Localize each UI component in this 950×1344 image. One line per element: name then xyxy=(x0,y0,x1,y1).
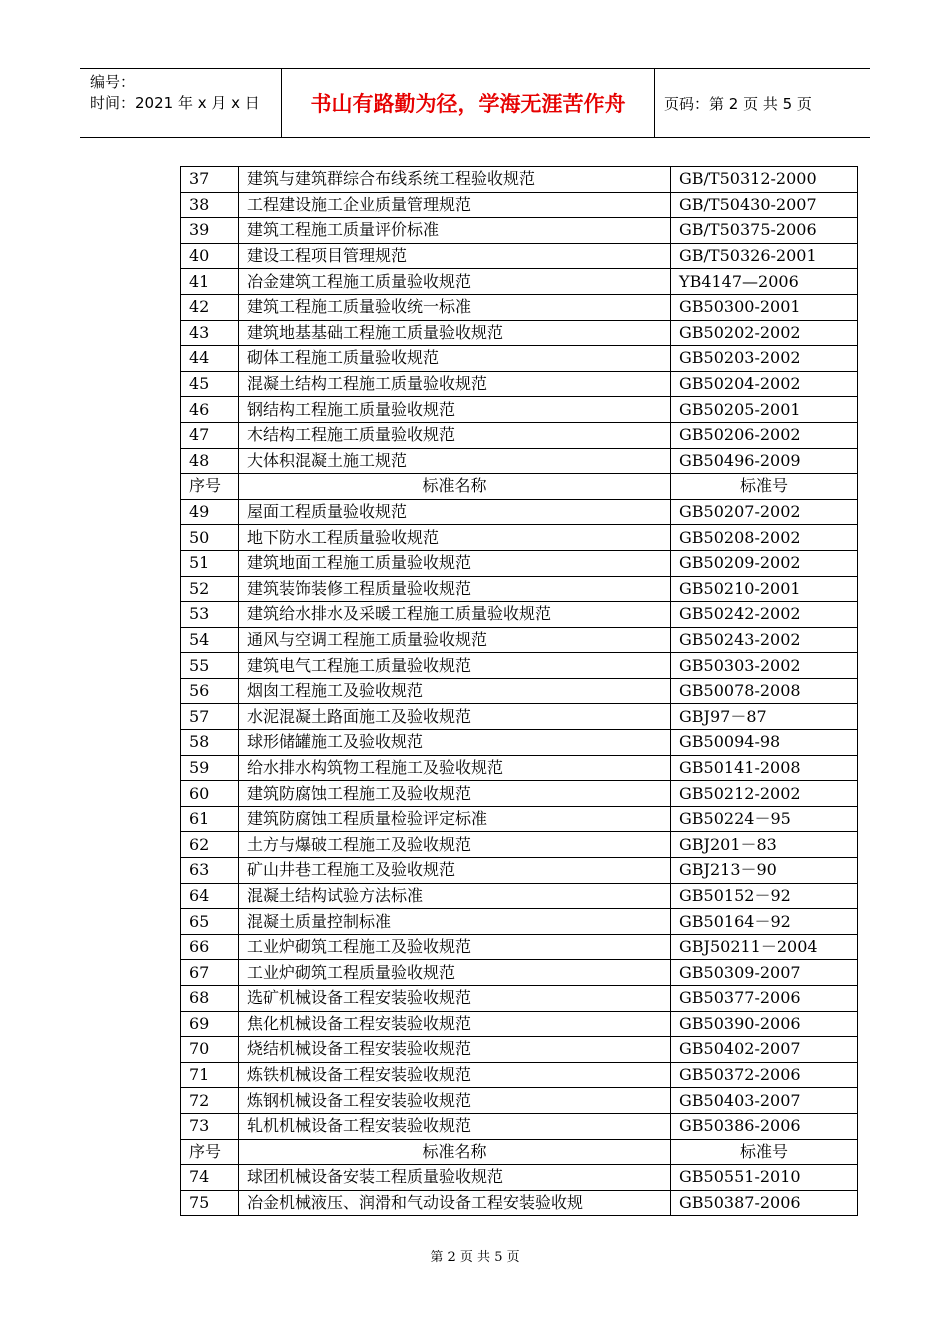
cell-no: 54 xyxy=(181,627,239,653)
cell-no: 74 xyxy=(181,1165,239,1191)
table-row xyxy=(181,1011,858,1037)
header-cell-name: 标准名称 xyxy=(239,474,671,500)
cell-code: GB50205-2001 xyxy=(671,397,858,423)
cell-no: 43 xyxy=(181,320,239,346)
cell-code: GB50141-2008 xyxy=(671,755,858,781)
cell-code: GB50094-98 xyxy=(671,730,858,756)
header-cell-no: 序号 xyxy=(181,1139,239,1165)
cell-name: 矿山井巷工程施工及验收规范 xyxy=(239,858,671,884)
cell-name: 混凝土质量控制标准 xyxy=(239,909,671,935)
cell-code: GBJ201－83 xyxy=(671,832,858,858)
table-row xyxy=(181,192,858,218)
cell-no: 62 xyxy=(181,832,239,858)
table-row xyxy=(181,1190,858,1216)
cell-no: 69 xyxy=(181,1011,239,1037)
cell-code: GB50203-2002 xyxy=(671,346,858,372)
cell-name: 轧机机械设备工程安装验收规范 xyxy=(239,1113,671,1139)
table-row xyxy=(181,704,858,730)
number-label: 编号： xyxy=(90,73,136,91)
cell-code: GB50300-2001 xyxy=(671,294,858,320)
table-row xyxy=(181,499,858,525)
table-row xyxy=(181,397,858,423)
cell-name: 建筑给水排水及采暖工程施工质量验收规范 xyxy=(239,602,671,628)
table-header-row xyxy=(181,474,858,500)
cell-no: 40 xyxy=(181,243,239,269)
cell-no: 60 xyxy=(181,781,239,807)
cell-name: 建筑地基基础工程施工质量验收规范 xyxy=(239,320,671,346)
cell-name: 炼钢机械设备工程安装验收规范 xyxy=(239,1088,671,1114)
cell-code: GB50206-2002 xyxy=(671,422,858,448)
table-row xyxy=(181,448,858,474)
cell-no: 68 xyxy=(181,986,239,1012)
table-row xyxy=(181,218,858,244)
cell-code: GB50402-2007 xyxy=(671,1037,858,1063)
cell-name: 球形储罐施工及验收规范 xyxy=(239,730,671,756)
header-cell-no: 序号 xyxy=(181,474,239,500)
cell-name: 建筑与建筑群综合布线系统工程验收规范 xyxy=(239,167,671,193)
cell-no: 58 xyxy=(181,730,239,756)
header-slogan: 书山有路勤为径，学海无涯苦作舟 xyxy=(282,69,655,137)
cell-code: GB/T50326-2001 xyxy=(671,243,858,269)
table-header-row xyxy=(181,1139,858,1165)
cell-no: 41 xyxy=(181,269,239,295)
cell-name: 冶金机械液压、润滑和气动设备工程安装验收规 xyxy=(239,1190,671,1216)
cell-code: GB50243-2002 xyxy=(671,627,858,653)
table-row xyxy=(181,883,858,909)
table-row xyxy=(181,269,858,295)
cell-code: GB50204-2002 xyxy=(671,371,858,397)
cell-name: 烟囱工程施工及验收规范 xyxy=(239,678,671,704)
cell-code: GB50403-2007 xyxy=(671,1088,858,1114)
table-row xyxy=(181,909,858,935)
table-row xyxy=(181,934,858,960)
cell-name: 地下防水工程质量验收规范 xyxy=(239,525,671,551)
cell-no: 70 xyxy=(181,1037,239,1063)
cell-code: GB/T50430-2007 xyxy=(671,192,858,218)
cell-name: 建筑地面工程施工质量验收规范 xyxy=(239,550,671,576)
cell-code: GB50386-2006 xyxy=(671,1113,858,1139)
cell-code: GB50209-2002 xyxy=(671,550,858,576)
cell-code: GB50390-2006 xyxy=(671,1011,858,1037)
cell-name: 砌体工程施工质量验收规范 xyxy=(239,346,671,372)
cell-no: 72 xyxy=(181,1088,239,1114)
cell-code: GB50551-2010 xyxy=(671,1165,858,1191)
cell-no: 67 xyxy=(181,960,239,986)
table-row xyxy=(181,576,858,602)
table-row xyxy=(181,525,858,551)
cell-code: GBJ97－87 xyxy=(671,704,858,730)
cell-code: GB50496-2009 xyxy=(671,448,858,474)
cell-name: 工程建设施工企业质量管理规范 xyxy=(239,192,671,218)
cell-no: 65 xyxy=(181,909,239,935)
table-row xyxy=(181,832,858,858)
page-footer: 第 2 页 共 5 页 xyxy=(430,1250,520,1265)
cell-no: 63 xyxy=(181,858,239,884)
cell-name: 建筑工程施工质量验收统一标准 xyxy=(239,294,671,320)
table-row xyxy=(181,678,858,704)
header-page-label: 页码：第 2 页 共 5 页 xyxy=(664,94,812,113)
cell-name: 给水排水构筑物工程施工及验收规范 xyxy=(239,755,671,781)
cell-no: 51 xyxy=(181,550,239,576)
cell-name: 冶金建筑工程施工质量验收规范 xyxy=(239,269,671,295)
cell-no: 73 xyxy=(181,1113,239,1139)
cell-no: 75 xyxy=(181,1190,239,1216)
cell-code: GB50207-2002 xyxy=(671,499,858,525)
cell-no: 38 xyxy=(181,192,239,218)
cell-no: 49 xyxy=(181,499,239,525)
table-row xyxy=(181,167,858,193)
standards-table xyxy=(180,166,858,1216)
cell-name: 工业炉砌筑工程质量验收规范 xyxy=(239,960,671,986)
cell-code: GB50210-2001 xyxy=(671,576,858,602)
table-row xyxy=(181,858,858,884)
cell-no: 56 xyxy=(181,678,239,704)
cell-name: 混凝土结构试验方法标准 xyxy=(239,883,671,909)
table-row xyxy=(181,422,858,448)
cell-name: 水泥混凝土路面施工及验收规范 xyxy=(239,704,671,730)
table-row xyxy=(181,781,858,807)
cell-no: 50 xyxy=(181,525,239,551)
table-row xyxy=(181,243,858,269)
cell-name: 大体积混凝土施工规范 xyxy=(239,448,671,474)
standards-table-body xyxy=(181,167,858,1216)
table-row xyxy=(181,986,858,1012)
header-cell-name: 标准名称 xyxy=(239,1139,671,1165)
cell-no: 47 xyxy=(181,422,239,448)
cell-name: 混凝土结构工程施工质量验收规范 xyxy=(239,371,671,397)
table-row xyxy=(181,1088,858,1114)
cell-code: GB50164－92 xyxy=(671,909,858,935)
cell-code: GB/T50375-2006 xyxy=(671,218,858,244)
table-row xyxy=(181,346,858,372)
cell-no: 44 xyxy=(181,346,239,372)
cell-name: 工业炉砌筑工程施工及验收规范 xyxy=(239,934,671,960)
header-meta xyxy=(80,69,282,137)
cell-code: GB50372-2006 xyxy=(671,1062,858,1088)
table-row xyxy=(181,320,858,346)
cell-no: 59 xyxy=(181,755,239,781)
cell-code: GB50377-2006 xyxy=(671,986,858,1012)
table-row xyxy=(181,755,858,781)
cell-no: 66 xyxy=(181,934,239,960)
cell-code: GB50303-2002 xyxy=(671,653,858,679)
cell-no: 52 xyxy=(181,576,239,602)
table-row xyxy=(181,550,858,576)
cell-code: GB50078-2008 xyxy=(671,678,858,704)
cell-name: 炼铁机械设备工程安装验收规范 xyxy=(239,1062,671,1088)
cell-code: GB50242-2002 xyxy=(671,602,858,628)
cell-name: 通风与空调工程施工质量验收规范 xyxy=(239,627,671,653)
time-label: 时间：2021 年 x 月 x 日 xyxy=(90,94,260,112)
table-row xyxy=(181,294,858,320)
cell-no: 57 xyxy=(181,704,239,730)
cell-name: 建筑装饰装修工程质量验收规范 xyxy=(239,576,671,602)
cell-name: 烧结机械设备工程安装验收规范 xyxy=(239,1037,671,1063)
table-row xyxy=(181,371,858,397)
cell-name: 选矿机械设备工程安装验收规范 xyxy=(239,986,671,1012)
cell-code: GB50212-2002 xyxy=(671,781,858,807)
cell-no: 53 xyxy=(181,602,239,628)
cell-code: GBJ213－90 xyxy=(671,858,858,884)
cell-name: 木结构工程施工质量验收规范 xyxy=(239,422,671,448)
table-row xyxy=(181,627,858,653)
cell-no: 37 xyxy=(181,167,239,193)
cell-no: 42 xyxy=(181,294,239,320)
cell-code: YB4147—2006 xyxy=(671,269,858,295)
cell-code: GB50309-2007 xyxy=(671,960,858,986)
table-row xyxy=(181,602,858,628)
table-row xyxy=(181,806,858,832)
cell-no: 64 xyxy=(181,883,239,909)
table-row xyxy=(181,960,858,986)
cell-name: 建设工程项目管理规范 xyxy=(239,243,671,269)
cell-name: 建筑电气工程施工质量验收规范 xyxy=(239,653,671,679)
cell-name: 球团机械设备安装工程质量验收规范 xyxy=(239,1165,671,1191)
header-cell-code: 标准号 xyxy=(671,1139,858,1165)
header-cell-code: 标准号 xyxy=(671,474,858,500)
cell-name: 建筑工程施工质量评价标准 xyxy=(239,218,671,244)
table-row xyxy=(181,730,858,756)
cell-code: GB50202-2002 xyxy=(671,320,858,346)
cell-no: 45 xyxy=(181,371,239,397)
cell-name: 土方与爆破工程施工及验收规范 xyxy=(239,832,671,858)
cell-code: GB50224－95 xyxy=(671,806,858,832)
table-row xyxy=(181,1165,858,1191)
cell-name: 焦化机械设备工程安装验收规范 xyxy=(239,1011,671,1037)
table-row xyxy=(181,1113,858,1139)
cell-no: 46 xyxy=(181,397,239,423)
page-header xyxy=(80,68,870,138)
table-row xyxy=(181,653,858,679)
cell-code: GB/T50312-2000 xyxy=(671,167,858,193)
cell-no: 39 xyxy=(181,218,239,244)
cell-no: 61 xyxy=(181,806,239,832)
cell-name: 钢结构工程施工质量验收规范 xyxy=(239,397,671,423)
cell-no: 48 xyxy=(181,448,239,474)
table-row xyxy=(181,1037,858,1063)
cell-code: GBJ50211－2004 xyxy=(671,934,858,960)
cell-no: 55 xyxy=(181,653,239,679)
cell-code: GB50208-2002 xyxy=(671,525,858,551)
cell-name: 建筑防腐蚀工程施工及验收规范 xyxy=(239,781,671,807)
table-row xyxy=(181,1062,858,1088)
cell-no: 71 xyxy=(181,1062,239,1088)
cell-name: 建筑防腐蚀工程质量检验评定标准 xyxy=(239,806,671,832)
cell-code: GB50152－92 xyxy=(671,883,858,909)
cell-name: 屋面工程质量验收规范 xyxy=(239,499,671,525)
cell-code: GB50387-2006 xyxy=(671,1190,858,1216)
